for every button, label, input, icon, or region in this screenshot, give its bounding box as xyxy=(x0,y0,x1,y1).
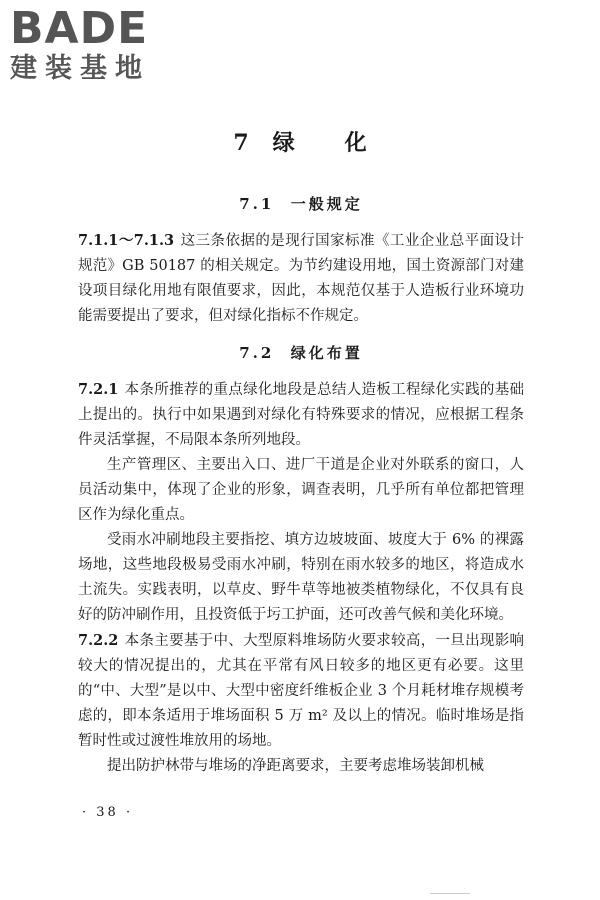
section-number: 7.2 xyxy=(239,344,275,362)
section-title-text: 绿化布置 xyxy=(290,344,363,362)
section-title-text: 一般规定 xyxy=(290,195,363,213)
paragraph-7-2-1-b: 生产管理区、主要出入口、进厂干道是企业对外联系的窗口，人员活动集中，体现了企业的形象，调查表明，几乎所有单位都把管理区作为绿化重点。 xyxy=(78,457,524,523)
paragraph-7-2-2 xyxy=(78,628,524,754)
logo-chinese: 建装基地 xyxy=(10,53,150,84)
page-content xyxy=(78,128,524,779)
chapter-title xyxy=(78,128,524,158)
paragraph-7-2-1 xyxy=(78,377,524,453)
section-title-7-1 xyxy=(78,192,524,216)
paragraph-text: 这三条依据的是现行国家标准《工业企业总平面设计规范》GB 50187 的相关规定。为节约建设用地，国土资源部门对建设项目绿化用地有限值要求，因此，本规范仅基于人造板行业环境功能需要提出了要求，但对绿化指标不作规定。 xyxy=(78,233,525,324)
chapter-title-text: 绿 化 xyxy=(272,130,369,156)
paragraph-7-2-1-c: 受雨水冲刷地段主要指挖、填方边坡坡面、坡度大于 6% 的裸露场地，这些地段极易受雨水冲刷，特别在雨水较多的地区，将造成水土流失。实践表明，以草皮、野牛草等地被类植物绿化，不仅具有良好的防冲刷作用，且投资低于圬工护面，还可改善气候和美化环境。 xyxy=(78,532,524,623)
section-number: 7.1 xyxy=(239,195,275,213)
logo xyxy=(10,3,185,84)
clause-number: 7.2.1 xyxy=(78,381,119,398)
paragraph-text: 本条所推荐的重点绿化地段是总结人造板工程绿化实践的基础上提出的。执行中如果遇到对绿化有特殊要求的情况，应根据工程条件灵活掌握，不局限本条所列地段。 xyxy=(78,382,524,448)
paragraph-text: 本条主要基于中、大型原料堆场防火要求较高，一旦出现影响较大的情况提出的，尤其在平常有风日较多的地区更有必要。这里的“中、大型”是以中、大型中密度纤维板企业 3 个月耗材堆存规模考虑的，即本条适用于堆场面积 5 万 m² 及以上的情况。临时堆场是指暂时性或过渡性堆放用的场地。 xyxy=(78,633,524,749)
logo-latin: BADE xyxy=(10,3,149,54)
footer-divider xyxy=(430,893,470,894)
clause-number: 7.1.1～7.1.3 xyxy=(78,232,175,249)
chapter-number: 7 xyxy=(233,130,251,156)
section-title-7-2 xyxy=(78,341,524,365)
clause-number: 7.2.2 xyxy=(78,632,119,649)
paragraph-7-2-2-b: 提出防护林带与堆场的净距离要求，主要考虑堆场装卸机械 xyxy=(107,758,484,774)
paragraph-7-1-1 xyxy=(78,228,524,329)
page-number: · 38 · xyxy=(82,805,134,820)
